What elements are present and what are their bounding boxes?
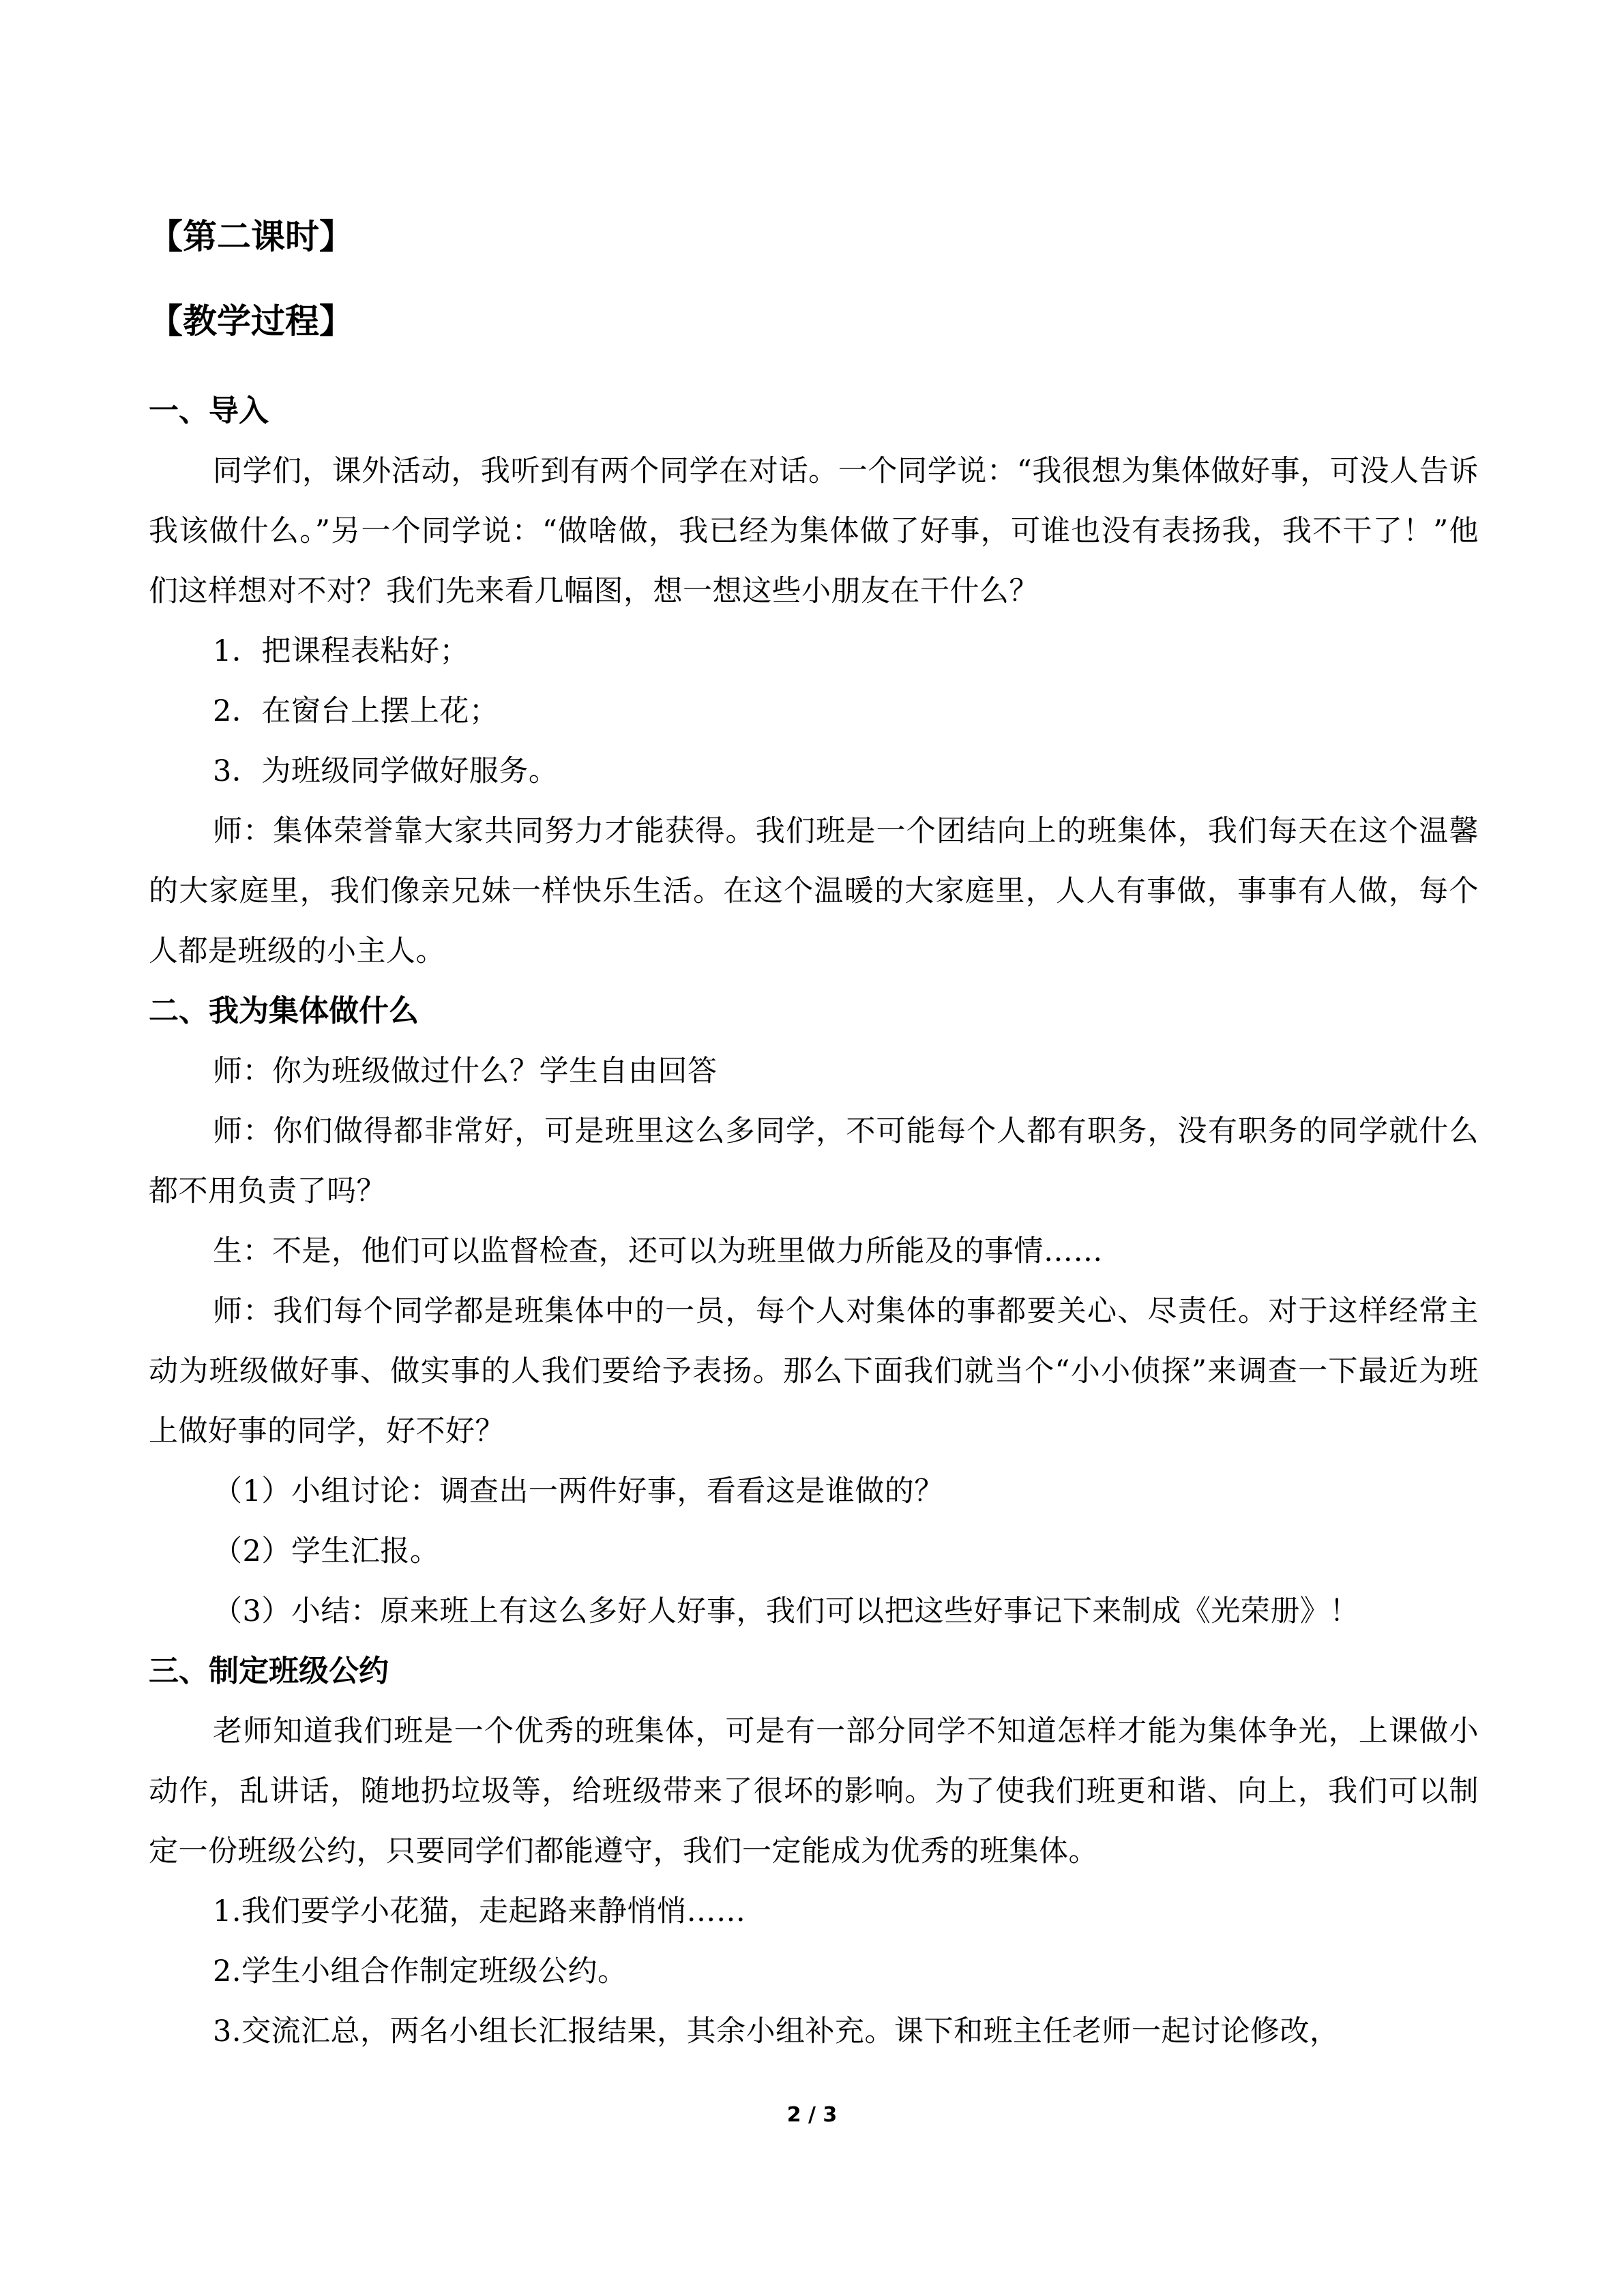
rules-list-item: 2.学生小组合作制定班级公约。: [213, 1954, 628, 1988]
dialogue-paragraph: 师：你们做得都非常好，可是班里这么多同学，不可能每个人都有职务，没有职务的同学就什么都不用负责了吗？: [149, 1114, 1479, 1208]
teaching-process-title: 【教学过程】: [149, 301, 353, 341]
intro-paragraph: 同学们，课外活动，我听到有两个同学在对话。一个同学说：“我很想为集体做好事，可没人告诉我该做什么。”另一个同学说：“做啥做，我已经为集体做了好事，可谁也没有表扬我，我不干了！”他们这样想对不对？我们先来看几幅图，想一想这些小朋友在干什么？: [149, 454, 1479, 608]
dialogue-paragraph: 师：我们每个同学都是班集体中的一员，每个人对集体的事都要关心、尽责任。对于这样经常主动为班级做好事、做实事的人我们要给予表扬。那么下面我们就当个“小小侦探”来调查一下最近为班上做好事的同学，好不好？: [149, 1294, 1479, 1448]
do-for-group-heading: 二、我为集体做什么: [149, 994, 419, 1028]
dialogue-paragraph: 生：不是，他们可以监督检查，还可以为班里做力所能及的事情……: [213, 1234, 1103, 1268]
activity-list-item: （1）小组讨论：调查出一两件好事，看看这是谁做的？: [213, 1474, 944, 1508]
activity-list-item: （3）小结：原来班上有这么多好人好事，我们可以把这些好事记下来制成《光荣册》！: [213, 1594, 1359, 1628]
lesson-period-title: 【第二课时】: [149, 217, 353, 256]
intro-list-item: 3．为班级同学做好服务。: [213, 754, 559, 788]
intro-list-item: 2．在窗台上摆上花；: [213, 694, 499, 728]
intro-list-item: 1．把课程表粘好；: [213, 634, 469, 668]
rules-list-item: 1.我们要学小花猫，走起路来静悄悄……: [213, 1894, 746, 1928]
class-rules-paragraph: 老师知道我们班是一个优秀的班集体，可是有一部分同学不知道怎样才能为集体争光，上课做小动作，乱讲话，随地扔垃圾等，给班级带来了很坏的影响。为了使我们班更和谐、向上，我们可以制定一份班级公约，只要同学们都能遵守，我们一定能成为优秀的班集体。: [149, 1714, 1479, 1868]
class-rules-heading: 三、制定班级公约: [149, 1654, 389, 1688]
activity-list-item: （2）学生汇报。: [213, 1534, 440, 1568]
intro-heading: 一、导入: [149, 393, 269, 428]
intro-teacher-paragraph: 师：集体荣誉靠大家共同努力才能获得。我们班是一个团结向上的班集体，我们每天在这个温馨的大家庭里，我们像亲兄妹一样快乐生活。在这个温暖的大家庭里，人人有事做，事事有人做，每个人都是班级的小主人。: [149, 814, 1479, 968]
page-number: 2 / 3: [786, 2103, 838, 2127]
dialogue-paragraph: 师：你为班级做过什么？学生自由回答: [213, 1054, 718, 1088]
rules-list-item: 3.交流汇总，两名小组长汇报结果，其余小组补充。课下和班主任老师一起讨论修改，: [213, 2014, 1340, 2048]
document-body: [149, 215, 1479, 2061]
